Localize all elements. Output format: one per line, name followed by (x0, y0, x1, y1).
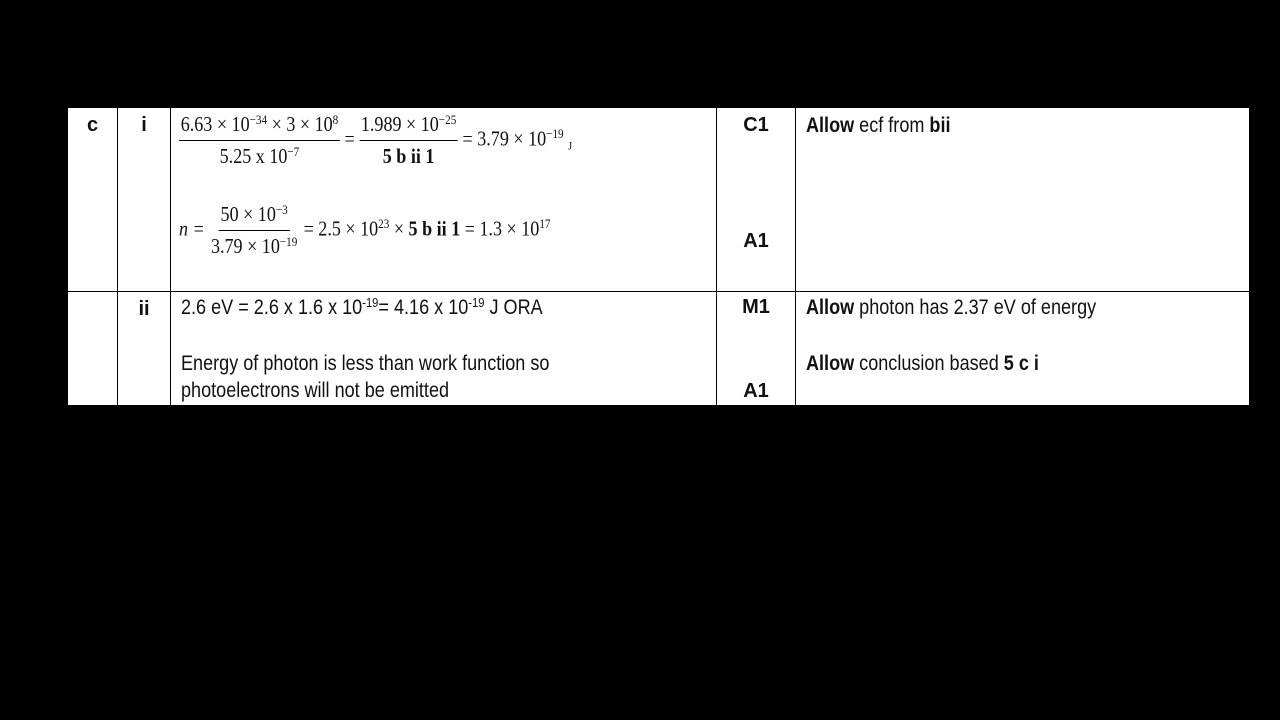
photon-count-equation: n = $\frac{50 \times 10^{-3}}{3.79 \times 10^{-19}}$ = $2.5 \times 10^{23} \times 5$ b ii $1 = 1.3 \times 10^{17}$ (179, 201, 551, 258)
part-label: c (86, 114, 99, 136)
mark-a1: A1 (743, 380, 769, 402)
guidance-cell (796, 108, 1250, 292)
conclusion-line-1: Energy of photon is less than work function so (181, 352, 550, 375)
subpart-label: i (141, 114, 147, 136)
part-cell (68, 292, 118, 409)
mark-m1: M1 (742, 296, 770, 318)
fraction-energy: $\frac{1.989 \times 10^{-25}}{\text{5 b ii 1}}$ (360, 111, 457, 168)
answer-cell (171, 108, 717, 292)
part-cell (68, 108, 118, 292)
subpart-cell (118, 292, 171, 409)
mark-c1: C1 (743, 114, 769, 136)
marks-cell (717, 292, 796, 409)
guidance-cell (796, 292, 1250, 409)
energy-conversion-line: 2.6 eV = 2.6 x 1.6 x $10^{-19}= 4.16$ x $10^{-19}$ J ORA (181, 294, 543, 319)
fraction-power-over-energy: $\frac{50 \times 10^{-3}}{3.79 \times 10^{-19}}$ (210, 201, 298, 258)
table-row (68, 292, 1250, 409)
fraction-hc-over-lambda: $\frac{6.63 \times 10^{-34} \times 3 \times 10^8}{5.25 x 10^{-7}}$ (180, 111, 339, 168)
mark-scheme-grid (67, 107, 1250, 409)
subpart-label: ii (138, 298, 150, 320)
subpart-cell (118, 108, 171, 292)
table-row (68, 108, 1250, 292)
guidance-note: Allow ecf from bii (806, 114, 951, 137)
conclusion-line-2: photoelectrons will not be emitted (181, 379, 450, 402)
guidance-note: Allow conclusion based 5 c i (806, 352, 1039, 375)
answer-cell (171, 292, 717, 409)
guidance-note: Allow photon has 2.37 eV of energy (806, 296, 1097, 319)
photon-energy-equation: $\frac{6.63 \times 10^{-34} \times 3 \times 10^8}{5.25 x 10^{-7}}$ = $\frac{1.989 \times 10^{-25}}{\text{5 b ii 1}}$ = $3.79 \times 10^{-19}$ J (180, 111, 573, 168)
marks-cell (717, 108, 796, 292)
mark-scheme-table (67, 105, 1250, 406)
mark-a1: A1 (743, 230, 769, 252)
